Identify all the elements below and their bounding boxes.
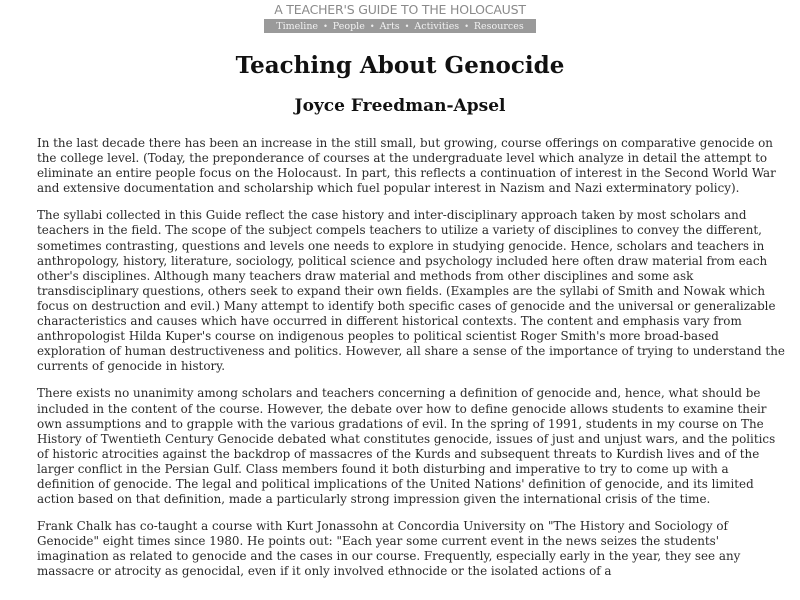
nav-arts[interactable]: Arts <box>379 20 400 32</box>
bullet-separator-icon: • <box>323 21 328 31</box>
site-title[interactable]: A TEACHER'S GUIDE TO THE HOLOCAUST <box>274 2 526 17</box>
paragraph: There exists no unanimity among scholars and teachers concerning a definition of genocide and, hence, what should be included in the content of the course. However, the debate over how to define genocide allows students to examine their own assumptions and to grapple with the various gradations of evil. In the spring of 1991, students in my course on The History of Twentieth Century Genocide debated what constitutes genocide, issues of just and unjust wars, and the politics of historic atrocities against the backdrop of massacres of the Kurds and subsequent threats to Kurdish lives and of the larger conflict in the Persian Gulf. Class members found it both disturbing and imperative to try to come up with a definition of genocide. The legal and political implications of the United Nations' definition of genocide, and its limited action based on that definition, made a particularly strong impression given the international crisis of the time. <box>37 386 776 507</box>
bullet-separator-icon: • <box>369 21 375 31</box>
bullet-separator-icon: • <box>464 21 469 31</box>
nav-timeline[interactable]: Timeline <box>276 20 319 32</box>
nav-activities[interactable]: Activities <box>414 20 460 32</box>
nav-people[interactable]: People <box>332 20 365 32</box>
article-body <box>37 136 787 592</box>
paragraph: In the last decade there has been an increase in the still small, but growing, course offerings on comparative genocide on the college level. (Today, the preponderance of courses at the undergraduate level which analyze in detail the attempt to eliminate an entire people focus on the Holocaust. In part, this reflects a continuation of interest in the Second World War and extensive documentation and scholarship which fuel popular interest in Nazism and Nazi exterminatory policy). <box>37 136 776 196</box>
paragraph: Frank Chalk has co-taught a course with Kurt Jonassohn at Concordia University on "The History and Sociology of Genocide" eight times since 1980. He points out: "Each year some current event in the news seizes the students' imagination as related to genocide and the cases in our course. Frequently, especially early in the year, they see any massacre or atrocity as genocidal, even if it only involved ethnocide or the isolated actions of a <box>37 519 741 579</box>
site-banner <box>264 2 536 33</box>
bullet-separator-icon: • <box>404 21 410 31</box>
nav-resources[interactable]: Resources <box>473 20 524 32</box>
site-nav <box>264 19 536 33</box>
author-name: Joyce Freedman-Apsel <box>294 96 506 116</box>
paragraph: The syllabi collected in this Guide reflect the case history and inter-disciplinary approach taken by most scholars and teachers in the field. The scope of the subject compels teachers to utilize a variety of disciplines to convey the different, sometimes contrasting, questions and levels one needs to explore in studying genocide. Hence, scholars and teachers in anthropology, history, literature, sociology, political science and psychology included here often draw material from each other's disciplines. Although many teachers draw material and methods from other disciplines and some ask transdisciplinary questions, others seek to expand their own fields. (Examples are the syllabi of Smith and Nowak which focus on destruction and evil.) Many attempt to identify both specific cases of genocide and the universal or generalizable characteristics and causes which have occurred in different historical contexts. The content and emphasis vary from anthropologist Hilda Kuper's course on indigenous peoples to political scientist Roger Smith's more broad-based exploration of human destructiveness and politics. However, all share a sense of the importance of trying to understand the currents of genocide in history. <box>37 208 785 374</box>
page-title: Teaching About Genocide <box>235 52 565 79</box>
